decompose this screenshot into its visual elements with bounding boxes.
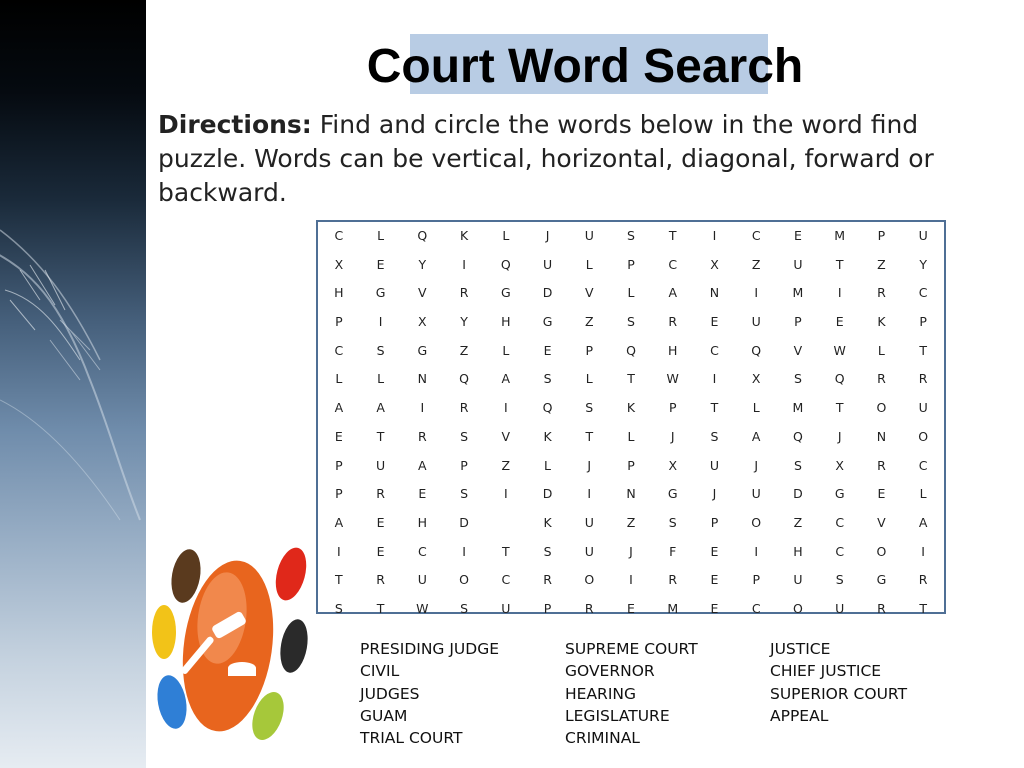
grid-cell: O: [584, 572, 595, 588]
grid-cell: H: [417, 514, 428, 530]
grid-cell: A: [918, 514, 928, 530]
grid-row: [318, 538, 944, 567]
grid-cell: S: [543, 543, 552, 559]
grid-cell: E: [710, 314, 719, 330]
word-list: [360, 638, 980, 749]
grid-cell: I: [587, 486, 592, 502]
grid-cell: P: [627, 256, 635, 272]
grid-cell: R: [877, 371, 886, 387]
grid-cell: L: [377, 371, 385, 387]
word-list-item: LEGISLATURE: [565, 706, 670, 725]
grid-cell: U: [584, 543, 594, 559]
word-list-item: GUAM: [360, 706, 408, 725]
grid-cell: I: [462, 543, 466, 559]
grid-cell: G: [542, 314, 553, 330]
grid-cell: D: [793, 486, 803, 502]
grid-cell: R: [584, 600, 594, 616]
grid-cell: I: [712, 228, 717, 243]
grid-cell: I: [503, 400, 508, 416]
grid-cell: A: [334, 514, 344, 530]
grid-cell: V: [501, 428, 511, 444]
grid-cell: Y: [418, 256, 427, 272]
grid-cell: R: [668, 572, 678, 588]
grid-cell: V: [793, 342, 803, 358]
grid-cell: T: [376, 600, 385, 616]
grid-cell: I: [462, 256, 466, 272]
grid-cell: U: [751, 486, 761, 502]
grid-cell: K: [543, 428, 552, 444]
word-list-item: CRIMINAL: [565, 729, 640, 748]
grid-cell: X: [710, 256, 719, 272]
grid-cell: P: [335, 457, 343, 473]
grid-cell: E: [710, 600, 719, 616]
grid-cell: D: [459, 514, 469, 530]
grid-cell: R: [668, 314, 678, 330]
grid-cell: O: [918, 428, 929, 444]
word-column: [770, 638, 975, 749]
grid-cell: T: [585, 428, 594, 444]
word-list-item: GOVERNOR: [565, 662, 655, 681]
grid-row: [318, 365, 944, 394]
grid-cell: J: [754, 457, 759, 473]
grid-cell: A: [501, 371, 511, 387]
grid-cell: P: [668, 400, 677, 416]
grid-cell: Z: [501, 457, 511, 473]
grid-cell: T: [835, 400, 844, 416]
grid-cell: R: [459, 285, 469, 301]
grid-cell: U: [835, 600, 845, 616]
grid-cell: R: [459, 400, 469, 416]
grid-cell: S: [710, 428, 719, 444]
grid-cell: P: [919, 314, 927, 330]
decorative-sidebar: [0, 0, 146, 768]
grid-cell: T: [919, 600, 927, 616]
grid-cell: P: [752, 572, 760, 588]
grid-cell: C: [417, 543, 427, 559]
grid-cell: T: [501, 543, 510, 559]
grid-cell: S: [793, 457, 802, 473]
grid-cell: Y: [460, 314, 468, 330]
word-list-item: CIVIL: [360, 662, 400, 681]
grid-cell: L: [627, 285, 635, 301]
grid-cell: L: [502, 228, 510, 243]
grid-row: [318, 279, 944, 308]
grid-cell: P: [794, 314, 802, 330]
grid-cell: T: [335, 572, 343, 588]
grid-cell: M: [792, 400, 804, 416]
grid-cell: W: [666, 371, 679, 387]
grid-cell: U: [376, 457, 386, 473]
grid-cell: Q: [459, 371, 469, 387]
grid-cell: I: [420, 400, 425, 416]
grid-cell: N: [709, 285, 720, 301]
grid-cell: I: [921, 543, 925, 559]
grid-cell: M: [834, 228, 846, 243]
grid-cell: E: [835, 314, 844, 330]
grid-cell: E: [376, 514, 385, 530]
red-button: [270, 544, 310, 603]
grid-cell: J: [545, 228, 550, 243]
word-list-item: SUPREME COURT: [565, 640, 698, 658]
word-search-grid: [316, 220, 946, 614]
grid-cell: E: [877, 486, 886, 502]
grid-cell: H: [793, 543, 803, 559]
grid-cell: I: [712, 371, 717, 387]
word-column: [565, 638, 770, 749]
grid-cell: L: [377, 228, 385, 243]
directions-label: Directions:: [158, 110, 312, 139]
grid-cell: P: [335, 314, 343, 330]
grid-cell: G: [834, 486, 845, 502]
grid-cell: T: [919, 342, 927, 358]
grid-cell: O: [751, 514, 762, 530]
grid-cell: M: [792, 285, 804, 301]
grid-cell: K: [877, 314, 886, 330]
grid-cell: J: [587, 457, 592, 473]
word-list-item: JUDGES: [360, 684, 420, 703]
grid-cell: O: [876, 543, 887, 559]
grid-cell: T: [710, 400, 719, 416]
grid-letters: [318, 222, 944, 616]
grid-cell: P: [543, 600, 552, 616]
grid-cell: S: [627, 228, 635, 243]
grid-cell: L: [544, 457, 552, 473]
grid-cell: E: [793, 228, 802, 243]
grid-cell: G: [417, 342, 428, 358]
grid-cell: L: [877, 342, 885, 358]
grid-cell: I: [837, 285, 842, 301]
grid-cell: R: [376, 572, 385, 588]
grid-cell: S: [585, 400, 594, 416]
grid-cell: Q: [834, 371, 845, 387]
grid-cell: S: [627, 314, 635, 330]
word-list-item: CHIEF JUSTICE: [770, 662, 882, 681]
grid-cell: C: [835, 514, 845, 530]
grid-cell: U: [918, 400, 928, 416]
grid-cell: I: [378, 314, 383, 330]
grid-cell: Q: [542, 400, 553, 416]
grid-cell: I: [754, 285, 759, 301]
grid-cell: U: [584, 514, 594, 530]
grid-cell: X: [668, 457, 678, 473]
black-button: [277, 617, 310, 675]
grid-cell: S: [460, 428, 469, 444]
grid-cell: S: [334, 600, 343, 616]
word-list-item: SUPERIOR COURT: [770, 684, 908, 703]
grid-cell: Z: [793, 514, 803, 530]
directions-body: Find and circle the words below in the word find puzzle. Words can be vertical, horizontal, diagonal, forward or backward.: [158, 110, 934, 207]
grid-cell: G: [876, 572, 887, 588]
grid-cell: L: [585, 371, 593, 387]
grid-cell: N: [417, 371, 428, 387]
grid-cell: [485, 509, 527, 538]
grid-row: [318, 251, 944, 280]
grid-cell: Z: [459, 342, 469, 358]
grid-cell: E: [376, 543, 385, 559]
grid-cell: K: [626, 400, 636, 416]
grid-cell: U: [709, 457, 720, 473]
grid-cell: D: [542, 486, 553, 502]
grid-cell: S: [668, 514, 677, 530]
grid-cell: Q: [751, 342, 762, 358]
grid-cell: U: [542, 256, 553, 272]
grid-cell: O: [459, 572, 469, 588]
yellow-button: [152, 605, 176, 659]
word-list-item: PRESIDING JUDGE: [360, 640, 500, 658]
grid-cell: J: [712, 486, 717, 502]
grid-cell: S: [376, 342, 385, 358]
grid-cell: S: [835, 572, 844, 588]
directions-text: [158, 108, 1008, 210]
grid-cell: E: [710, 543, 719, 559]
grid-cell: Q: [793, 428, 803, 444]
grid-cell: C: [334, 228, 344, 243]
grid-cell: A: [668, 285, 678, 301]
grid-cell: P: [877, 228, 886, 243]
grid-row: [318, 480, 944, 509]
grid-cell: A: [334, 400, 344, 416]
grid-cell: E: [710, 572, 719, 588]
grid-cell: I: [629, 572, 633, 588]
grid-cell: U: [751, 314, 761, 330]
grid-cell: J: [670, 428, 675, 444]
grid-cell: L: [502, 342, 510, 358]
grid-cell: L: [627, 428, 635, 444]
grid-cell: U: [417, 572, 427, 588]
grid-cell: Z: [626, 514, 636, 530]
grid-cell: P: [585, 342, 594, 358]
word-list-item: JUSTICE: [770, 640, 831, 658]
grid-row: [318, 509, 944, 538]
grid-cell: L: [335, 371, 343, 387]
grid-cell: R: [877, 457, 886, 473]
grid-cell: K: [543, 514, 552, 530]
grid-cell: S: [460, 600, 469, 616]
grid-row: [318, 595, 944, 624]
grid-cell: U: [793, 256, 803, 272]
grid-cell: T: [668, 228, 677, 243]
grid-cell: A: [376, 400, 385, 416]
grid-cell: R: [543, 572, 552, 588]
grid-cell: X: [334, 256, 344, 272]
grid-row: [318, 452, 944, 481]
grid-cell: V: [584, 285, 594, 301]
grid-cell: X: [751, 371, 761, 387]
grid-cell: Q: [626, 342, 636, 358]
grid-cell: T: [835, 256, 844, 272]
grid-cell: Y: [919, 256, 927, 272]
grid-cell: C: [710, 342, 719, 358]
grid-cell: L: [752, 400, 760, 416]
grid-cell: H: [334, 285, 344, 301]
grid-cell: X: [418, 314, 427, 330]
grid-row: [318, 337, 944, 366]
word-list-item: HEARING: [565, 684, 636, 703]
grid-cell: X: [835, 457, 844, 473]
grid-row: [318, 308, 944, 337]
grid-cell: Z: [584, 314, 594, 330]
grid-row: [318, 423, 944, 452]
grid-cell: E: [543, 342, 552, 358]
grid-cell: R: [417, 428, 427, 444]
grid-cell: R: [376, 486, 385, 502]
grid-cell: A: [751, 428, 761, 444]
grid-cell: W: [833, 342, 846, 358]
word-list-item: TRIAL COURT: [360, 729, 463, 748]
grid-cell: J: [629, 543, 633, 559]
grid-cell: C: [918, 285, 928, 301]
grid-cell: J: [837, 428, 842, 444]
grid-cell: I: [754, 543, 759, 559]
grid-row: [318, 222, 944, 251]
grid-cell: U: [918, 228, 928, 243]
grid-cell: A: [418, 457, 427, 473]
grid-cell: C: [835, 543, 845, 559]
grid-row: [318, 394, 944, 423]
grid-cell: G: [667, 486, 678, 502]
grid-cell: S: [543, 371, 552, 387]
grid-cell: U: [793, 572, 803, 588]
grid-cell: V: [418, 285, 427, 301]
grid-cell: G: [375, 285, 386, 301]
grid-cell: C: [918, 457, 928, 473]
grid-cell: C: [334, 342, 344, 358]
grid-cell: O: [793, 600, 803, 616]
grid-cell: O: [876, 400, 887, 416]
grid-cell: L: [919, 486, 927, 502]
grid-cell: C: [751, 600, 761, 616]
grid-cell: U: [501, 600, 511, 616]
grid-cell: P: [627, 457, 635, 473]
grid-cell: Z: [751, 256, 761, 272]
page-title: Court Word Search: [366, 40, 804, 93]
grid-cell: H: [668, 342, 678, 358]
grid-cell: Q: [500, 256, 511, 272]
grid-cell: S: [460, 486, 469, 502]
feather-decoration: [0, 0, 146, 768]
grid-cell: M: [667, 600, 679, 616]
grid-cell: W: [416, 600, 429, 616]
grid-cell: Q: [417, 228, 428, 243]
grid-cell: T: [376, 428, 385, 444]
grid-cell: N: [876, 428, 887, 444]
grid-cell: U: [584, 228, 594, 243]
grid-cell: R: [877, 285, 886, 301]
grid-cell: C: [668, 256, 678, 272]
grid-cell: S: [793, 371, 802, 387]
colorful-buttons-clipart: [150, 540, 310, 760]
grid-cell: H: [501, 314, 511, 330]
grid-cell: F: [669, 543, 677, 559]
grid-cell: R: [918, 572, 928, 588]
word-list-item: APPEAL: [770, 706, 829, 725]
grid-cell: E: [376, 256, 385, 272]
grid-cell: P: [460, 457, 468, 473]
grid-cell: C: [751, 228, 761, 243]
grid-cell: I: [337, 543, 341, 559]
grid-cell: T: [627, 371, 635, 387]
grid-cell: R: [877, 600, 886, 616]
grid-cell: E: [334, 428, 343, 444]
grid-cell: N: [626, 486, 636, 502]
grid-cell: P: [335, 486, 343, 502]
grid-cell: V: [877, 514, 886, 530]
grid-cell: I: [503, 486, 508, 502]
grid-cell: Z: [877, 256, 886, 272]
grid-cell: R: [918, 371, 928, 387]
grid-cell: G: [500, 285, 511, 301]
grid-cell: L: [585, 256, 593, 272]
grid-cell: P: [710, 514, 719, 530]
grid-cell: K: [459, 228, 469, 243]
word-column: [360, 638, 565, 749]
grid-cell: E: [418, 486, 427, 502]
grid-cell: D: [542, 285, 553, 301]
grid-cell: E: [627, 600, 635, 616]
grid-cell: C: [501, 572, 511, 588]
grid-row: [318, 566, 944, 595]
